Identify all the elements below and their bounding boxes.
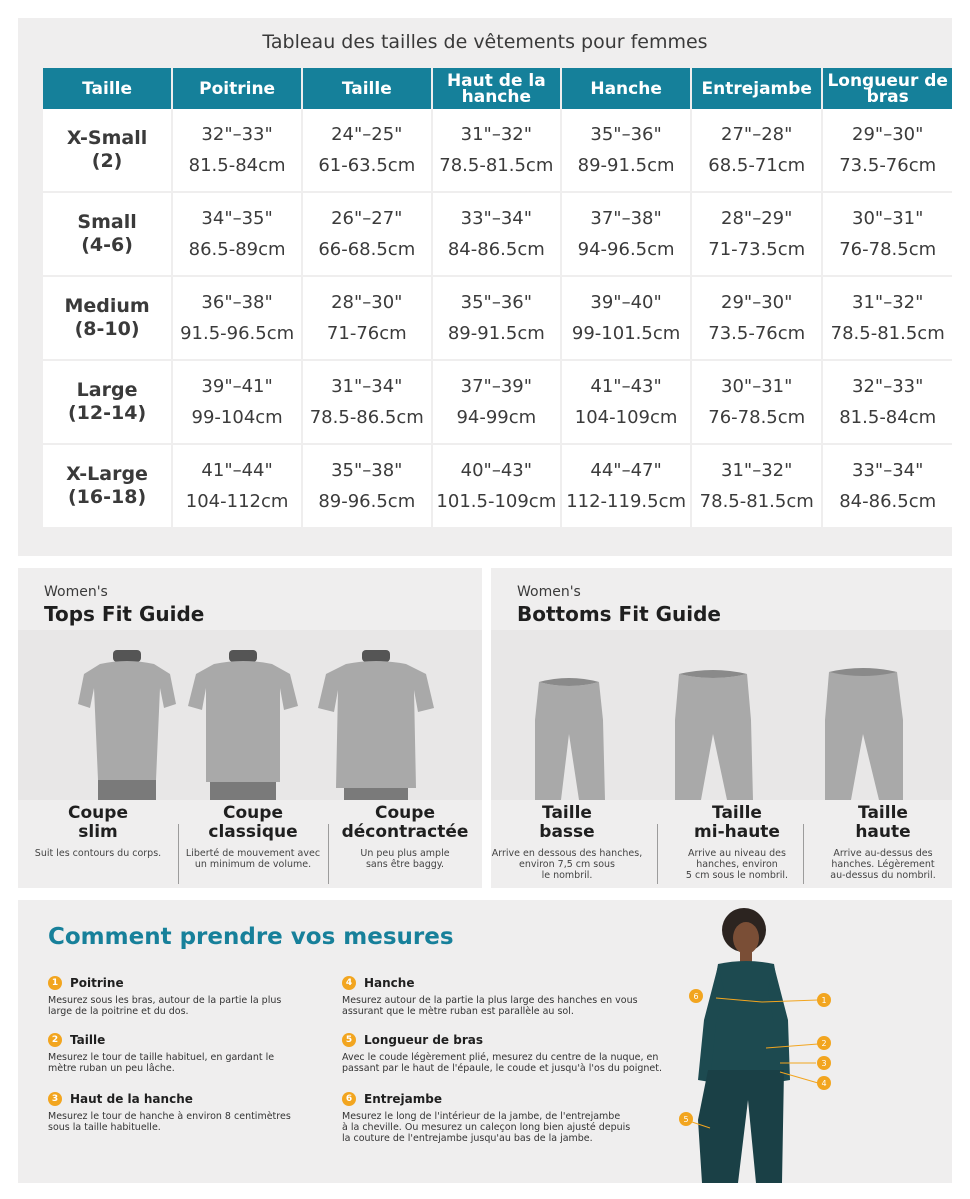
svg-text:5: 5 <box>683 1115 689 1124</box>
table-header-row <box>43 68 952 109</box>
table-cell: 29"–30" 73.5-76cm <box>823 109 952 191</box>
table-cell: 28"–30" 71-76cm <box>303 275 432 359</box>
measurement-guide-panel <box>18 900 952 1183</box>
model-leggings <box>698 1070 784 1183</box>
header-poitrine: Poitrine <box>173 68 303 109</box>
high-rise-leggings-image <box>825 668 903 800</box>
row-label: X-Small (2) <box>43 109 173 191</box>
fit-relaxed: Coupe décontractée Un peu plus ample sans être baggy. <box>341 803 469 870</box>
table-cell: 41"–43" 104-109cm <box>562 359 692 443</box>
table-cell: 28"–29" 71-73.5cm <box>692 191 823 275</box>
number-badge-icon: 3 <box>48 1092 62 1106</box>
callout-2 <box>817 1036 831 1050</box>
table-cell: 27"–28" 68.5-71cm <box>692 109 823 191</box>
number-badge-icon: 2 <box>48 1033 62 1047</box>
row-label: X-Large (16-18) <box>43 443 173 527</box>
row-label: Medium (8-10) <box>43 275 173 359</box>
bottoms-illustration <box>491 630 952 800</box>
table-cell: 31"–32" 78.5-81.5cm <box>433 109 563 191</box>
bottoms-fit-guide-panel <box>491 568 952 888</box>
measure-item-longueur-bras: 5 Longueur de bras Avec le coude légèrement plié, mesurez du centre de la nuque, en passant par le haut de l'épaule, le coude et jusqu'à l'os du poignet. <box>342 1033 662 1074</box>
row-label: Small (4-6) <box>43 191 173 275</box>
header-entrejambe: Entrejambe <box>692 68 823 109</box>
bottoms-title: Bottoms Fit Guide <box>517 602 721 626</box>
measurement-title: Comment prendre vos mesures <box>48 924 454 950</box>
header-taille-size: Taille <box>43 68 173 109</box>
tops-title: Tops Fit Guide <box>44 602 205 626</box>
table-cell: 39"–40" 99-101.5cm <box>562 275 692 359</box>
table-cell: 39"–41" 99-104cm <box>173 359 303 443</box>
table-cell: 35"–36" 89-91.5cm <box>433 275 563 359</box>
table-cell: 37"–39" 94-99cm <box>433 359 563 443</box>
table-cell: 37"–38" 94-96.5cm <box>562 191 692 275</box>
size-chart-panel <box>18 18 952 556</box>
number-badge-icon: 6 <box>342 1092 356 1106</box>
divider <box>657 824 658 884</box>
tshirt-illustrations <box>18 630 482 800</box>
table-cell: 40"–43" 101.5-109cm <box>433 443 563 527</box>
table-cell: 36"–38" 91.5-96.5cm <box>173 275 303 359</box>
table-row <box>43 359 952 443</box>
callout-6 <box>689 989 703 1003</box>
table-cell: 44"–47" 112-119.5cm <box>562 443 692 527</box>
measure-item-taille: 2 Taille Mesurez le tour de taille habituel, en gardant le mètre ruban un peu lâche. <box>48 1033 275 1074</box>
svg-text:6: 6 <box>693 992 699 1001</box>
table-cell: 31"–34" 78.5-86.5cm <box>303 359 432 443</box>
size-chart-title: Tableau des tailles de vêtements pour femmes <box>262 31 708 53</box>
size-table <box>43 68 952 527</box>
header-haut-de-la-hanche: Haut de la hanche <box>433 68 563 109</box>
callout-4 <box>817 1076 831 1090</box>
callout-3 <box>817 1056 831 1070</box>
table-cell: 30"–31" 76-78.5cm <box>692 359 823 443</box>
fit-low-rise: Taille basse Arrive en dessous des hanches, environ 7,5 cm sous le nombril. <box>491 803 643 881</box>
header-longueur-de-bras: Longueur de bras <box>823 68 952 109</box>
header-hanche: Hanche <box>562 68 692 109</box>
table-row <box>43 191 952 275</box>
header-taille-waist: Taille <box>303 68 432 109</box>
table-cell: 32"–33" 81.5-84cm <box>173 109 303 191</box>
table-row <box>43 275 952 359</box>
measure-item-poitrine: 1 Poitrine Mesurez sous les bras, autour de la partie la plus large de la poitrine et du dos. <box>48 976 282 1017</box>
table-cell: 30"–31" 76-78.5cm <box>823 191 952 275</box>
number-badge-icon: 1 <box>48 976 62 990</box>
bottoms-kicker: Women's <box>517 584 581 600</box>
classic-shirt-image <box>188 650 298 800</box>
leggings-illustrations <box>491 630 952 800</box>
measure-item-hanche: 4 Hanche Mesurez autour de la partie la plus large des hanches en vous assurant que le mètre ruban est parallèle au sol. <box>342 976 638 1017</box>
relaxed-shirt-image <box>318 650 434 800</box>
svg-text:3: 3 <box>821 1059 827 1068</box>
fit-slim: Coupe slim Suit les contours du corps. <box>34 803 162 859</box>
table-cell: 32"–33" 81.5-84cm <box>823 359 952 443</box>
svg-text:4: 4 <box>821 1079 827 1088</box>
table-cell: 26"–27" 66-68.5cm <box>303 191 432 275</box>
fit-high-rise: Taille haute Arrive au-dessus des hanches. Légèrement au-dessus du nombril. <box>830 803 936 881</box>
table-cell: 31"–32" 78.5-81.5cm <box>692 443 823 527</box>
row-label: Large (12-14) <box>43 359 173 443</box>
table-cell: 34"–35" 86.5-89cm <box>173 191 303 275</box>
slim-shirt-image <box>78 650 176 800</box>
tops-kicker: Women's <box>44 584 108 600</box>
fit-mid-rise: Taille mi-haute Arrive au niveau des hanches, environ 5 cm sous le nombril. <box>685 803 789 881</box>
table-cell: 35"–36" 89-91.5cm <box>562 109 692 191</box>
table-cell: 31"–32" 78.5-81.5cm <box>823 275 952 359</box>
tops-illustration <box>18 630 482 800</box>
table-row <box>43 109 952 191</box>
model-measurement-figure <box>658 900 952 1183</box>
callout-5 <box>679 1112 693 1126</box>
model-face <box>733 922 759 954</box>
callout-1 <box>817 993 831 1007</box>
table-cell: 29"–30" 73.5-76cm <box>692 275 823 359</box>
table-cell: 41"–44" 104-112cm <box>173 443 303 527</box>
low-rise-leggings-image <box>535 678 605 800</box>
table-cell: 33"–34" 84-86.5cm <box>433 191 563 275</box>
table-cell: 35"–38" 89-96.5cm <box>303 443 432 527</box>
number-badge-icon: 4 <box>342 976 356 990</box>
fit-classic: Coupe classique Liberté de mouvement avec un minimum de volume. <box>185 803 321 870</box>
table-cell: 33"–34" 84-86.5cm <box>823 443 952 527</box>
measure-item-entrejambe: 6 Entrejambe Mesurez le long de l'intérieur de la jambe, de l'entrejambe à la cheville. Ou mesurez un caleçon long bien ajusté depuis la couture de l'entrejambe jusqu'au bas de la jambe. <box>342 1092 631 1144</box>
table-row <box>43 443 952 527</box>
svg-text:1: 1 <box>821 996 827 1005</box>
mid-rise-leggings-image <box>675 670 753 800</box>
number-badge-icon: 5 <box>342 1033 356 1047</box>
table-cell: 24"–25" 61-63.5cm <box>303 109 432 191</box>
svg-text:2: 2 <box>821 1039 827 1048</box>
tops-fit-guide-panel <box>18 568 482 888</box>
measure-item-haut-hanche: 3 Haut de la hanche Mesurez le tour de hanche à environ 8 centimètres sous la taille habituelle. <box>48 1092 291 1133</box>
divider <box>803 824 804 884</box>
